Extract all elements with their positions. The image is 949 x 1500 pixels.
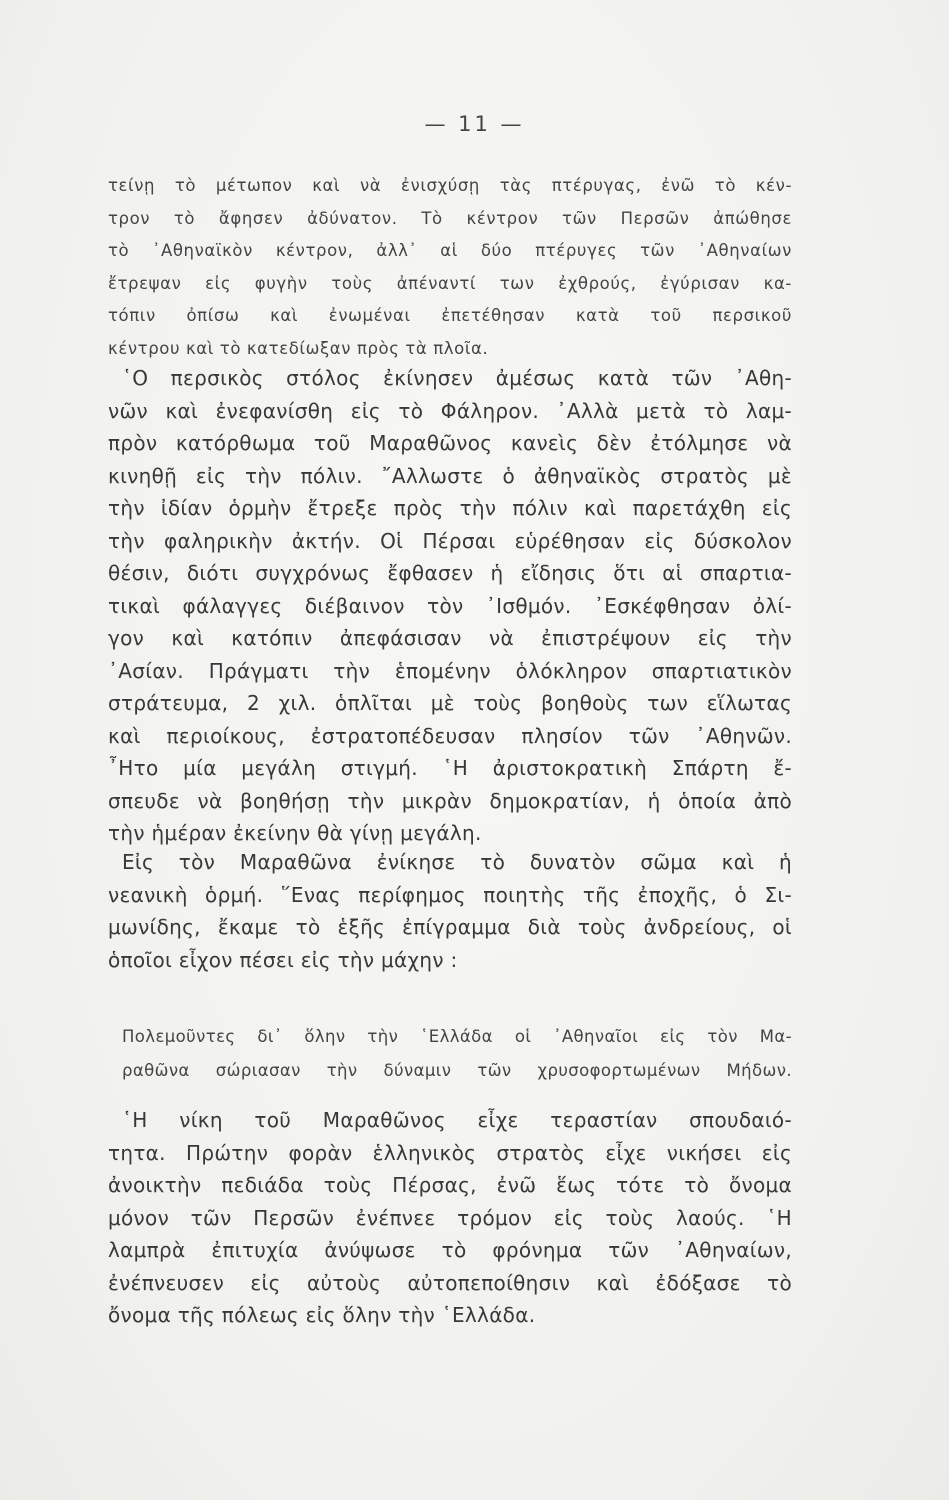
text-line: τὴν ἡμέραν ἐκείνην θὰ γίνῃ μεγάλη. bbox=[108, 821, 482, 845]
text-line: ᾽Ασίαν. Πράγματι τὴν ἑπομένην ὁλόκληρον σπαρτιατικὸν bbox=[108, 658, 792, 683]
text-line: τὴν ἰδίαν ὁρμὴν ἔτρεξε πρὸς τὴν πόλιν καὶ παρετάχθη εἰς bbox=[108, 496, 792, 520]
paragraph-continuation bbox=[108, 170, 792, 365]
text-line: λαμπρὰ ἐπιτυχία ἀνύψωσε τὸ φρόνημα τῶν ᾽Αθηναίων, bbox=[108, 1238, 792, 1262]
text-line: πρὸν κατόρθωμα τοῦ Μαραθῶνος κανεὶς δὲν ἐτόλμησε νὰ bbox=[108, 431, 792, 455]
text-line: τόπιν ὀπίσω καὶ ἐνωμέναι ἐπετέθησαν κατὰ τοῦ περσικοῦ bbox=[108, 306, 792, 325]
text-line: ῏Ητο μία μεγάλη στιγμή. ῾Η ἀριστοκρατικὴ Σπάρτη ἔ- bbox=[108, 756, 792, 780]
text-line: σπευδε νὰ βοηθήσῃ τὴν μικρὰν δημοκρατίαν, ἡ ὁποία ἀπὸ bbox=[108, 788, 792, 813]
text-line: ὄνομα τῆς πόλεως εἰς ὅλην τὴν ῾Ελλάδα. bbox=[108, 1303, 536, 1327]
text-line: ὁποῖοι εἶχον πέσει εἰς τὴν μάχην : bbox=[108, 947, 458, 972]
text-line: ἔτρεψαν εἰς φυγὴν τοὺς ἀπέναντί των ἐχθρούς, ἐγύρισαν κα- bbox=[108, 273, 792, 293]
text-line: τικαὶ φάλαγγες διέβαινον τὸν ᾽Ισθμόν. ᾽Εσκέφθησαν ὀλί- bbox=[108, 593, 792, 618]
text-line: μωνίδης, ἔκαμε τὸ ἑξῆς ἐπίγραμμα διὰ τοὺς ἀνδρείους, οἱ bbox=[108, 915, 792, 939]
page-number: — 11 — bbox=[424, 112, 525, 136]
text-line: ῾Η νίκη τοῦ Μαραθῶνος εἶχε τεραστίαν σπουδαιό- bbox=[122, 1108, 792, 1132]
text-line: ἀνοικτὴν πεδιάδα τοὺς Πέρσας, ἐνῶ ἕως τότε τὸ ὄνομα bbox=[108, 1173, 792, 1197]
text-line: ραθῶνα σώριασαν τὴν δύναμιν τῶν χρυσοφορτωμένων Μήδων. bbox=[122, 1061, 792, 1080]
epigram-quote bbox=[122, 1020, 792, 1088]
text-line: καὶ περιοίκους, ἐστρατοπέδευσαν πλησίον τῶν ᾽Αθηνῶν. bbox=[108, 723, 792, 748]
text-line: τρον τὸ ἄφησεν ἀδύνατον. Τὸ κέντρον τῶν Περσῶν ἀπώθησε bbox=[108, 208, 792, 228]
paragraph-victory-importance bbox=[108, 1104, 792, 1332]
paragraph-simonides bbox=[108, 846, 792, 976]
text-line: θέσιν, διότι συγχρόνως ἔφθασεν ἡ εἴδησις ὅτι αἱ σπαρτια- bbox=[108, 561, 792, 585]
text-line: τὴν φαληρικὴν ἀκτήν. Οἱ Πέρσαι εὑρέθησαν εἰς δύσκολον bbox=[108, 528, 792, 553]
text-line: Πολεμοῦντες δι᾽ ὅλην τὴν ῾Ελλάδα οἱ ᾽Αθηναῖοι εἰς τὸν Μα- bbox=[122, 1027, 792, 1046]
text-line: τείνῃ τὸ μέτωπον καὶ νὰ ἐνισχύσῃ τὰς πτέρυγας, ἐνῶ τὸ κέν- bbox=[108, 176, 792, 195]
text-line: νεανικὴ ὁρμή. ῞Ενας περίφημος ποιητὴς τῆς ἐποχῆς, ὁ Σι- bbox=[108, 882, 792, 907]
text-line: ἐνέπνευσεν εἰς αὐτοὺς αὐτοπεποίθησιν καὶ ἐδόξασε τὸ bbox=[108, 1270, 792, 1295]
text-line: κινηθῇ εἰς τὴν πόλιν. ῎Αλλωστε ὁ ἀθηναϊκὸς στρατὸς μὲ bbox=[108, 463, 792, 488]
text-line: νῶν καὶ ἐνεφανίσθη εἰς τὸ Φάληρον. ᾽Αλλὰ μετὰ τὸ λαμ- bbox=[108, 398, 792, 423]
text-line: ῾Ο περσικὸς στόλος ἐκίνησεν ἀμέσως κατὰ τῶν ᾽Αθη- bbox=[122, 366, 792, 390]
text-line: γον καὶ κατόπιν ἀπεφάσισαν νὰ ἐπιστρέψουν εἰς τὴν bbox=[108, 626, 792, 650]
text-line: τητα. Πρώτην φορὰν ἑλληνικὸς στρατὸς εἶχε νικήσει εἰς bbox=[108, 1140, 792, 1165]
text-line: τὸ ᾽Αθηναϊκὸν κέντρον, ἀλλ᾽ αἱ δύο πτέρυγες τῶν ᾽Αθηναίων bbox=[108, 241, 792, 260]
text-line: στράτευμα, 2 χιλ. ὁπλῖται μὲ τοὺς βοηθοὺς των εἵλωτας bbox=[108, 691, 792, 715]
text-line: Εἰς τὸν Μαραθῶνα ἐνίκησε τὸ δυνατὸν σῶμα καὶ ἡ bbox=[122, 850, 792, 874]
text-line: κέντρου καὶ τὸ κατεδίωξαν πρὸς τὰ πλοῖα. bbox=[108, 338, 489, 358]
paragraph-persian-fleet bbox=[108, 362, 792, 850]
text-line: μόνον τῶν Περσῶν ἐνέπνεε τρόμον εἰς τοὺς λαούς. ῾Η bbox=[108, 1205, 792, 1230]
